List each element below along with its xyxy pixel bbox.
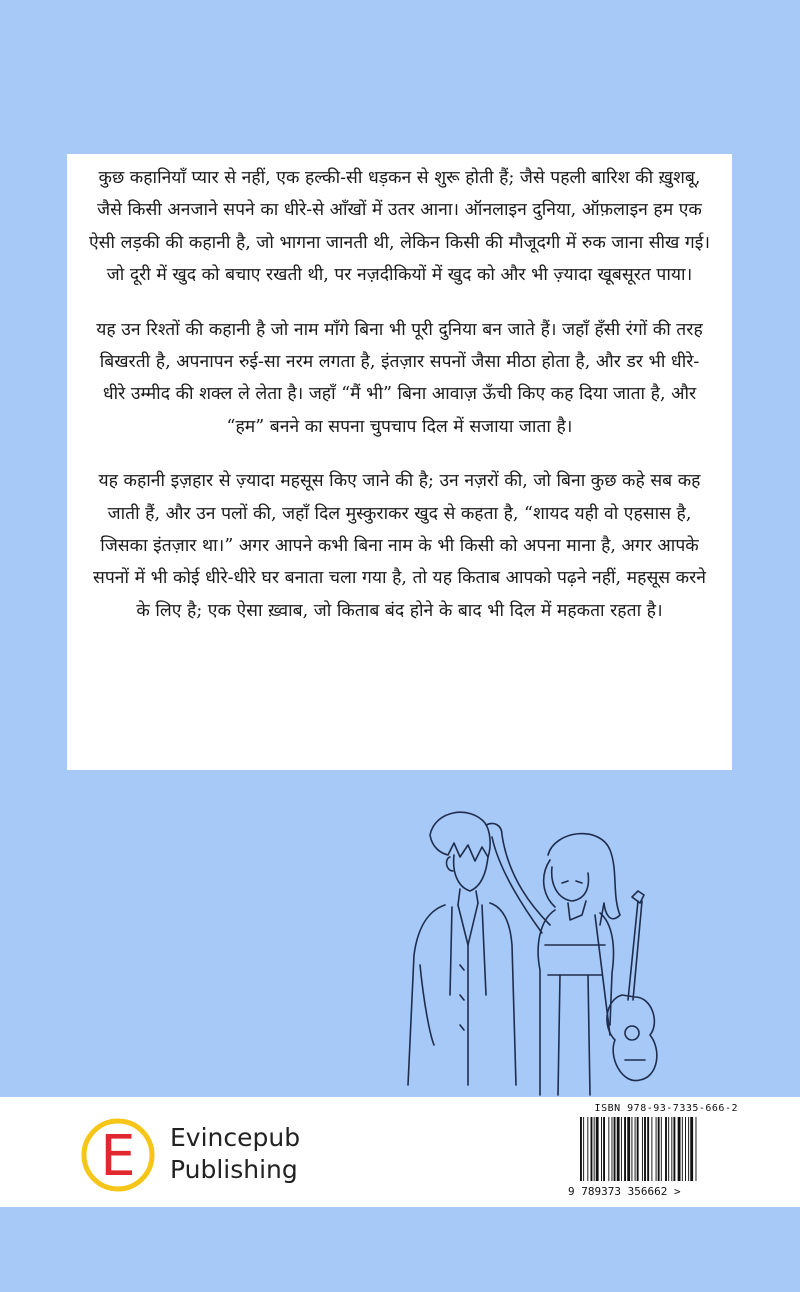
blurb-paragraph-2: यह उन रिश्तों की कहानी है जो नाम माँगे बिना भी पूरी दुनिया बन जाते हैं। जहाँ हँसी रंगों की तरह बिखरती है, अपनापन रुई-सा नरम लगता है, इंतज़ार सपनों जैसा मीठा होता है, और डर भी धीरे-धीरे उम्मीद की शक्ल ले लेता है। जहाँ “मैं भी” बिना आवाज़ ऊँची किए कह दिया जाता है, और “हम” बनने का सपना चुपचाप दिल में सजाया जाता है।: [96, 319, 703, 437]
publisher-name-line1: Evincepub: [170, 1123, 301, 1152]
logo-letter: E: [100, 1124, 136, 1189]
footer-band: [0, 1097, 800, 1207]
evincepub-logo-icon: [80, 1115, 160, 1195]
blurb-paragraph-1: कुछ कहानियाँ प्यार से नहीं, एक हल्की-सी धड़कन से शुरू होती हैं; जैसे पहली बारिश की ख़ुशबू, जैसे किसी अनजाने सपने का धीरे-से आँखों में उतर आना। ऑनलाइन दुनिया, ऑफ़लाइन हम एक ऐसी लड़की की कहानी है, जो भागना जानती थी, लेकिन किसी की मौजूदगी में रुक जाना सीख गई। जो दूरी में खुद को बचाए रखती थी, पर नज़दीकियों में खुद को और भी ज़्यादा खूबसूरत पाया।: [89, 168, 711, 286]
couple-with-guitar-line-art-icon: [390, 795, 690, 1100]
publisher-name-line2: Publishing: [170, 1155, 298, 1184]
publisher-logo: [80, 1115, 320, 1195]
isbn-barcode: [568, 1103, 738, 1201]
blurb-paragraph-3: यह कहानी इज़हार से ज़्यादा महसूस किए जाने की है; उन नज़रों की, जो बिना कुछ कहे सब कह जाती हैं, और उन पलों की, जहाँ दिल मुस्कुराकर खुद से कहता है, “शायद यही वो एहसास है, जिसका इंतज़ार था।” अगर आपने कभी बिना नाम के भी किसी को अपना माना है, अगर आपके सपनों में भी कोई धीरे-धीरे घर बनाता चला गया है, तो यह किताब आपको पढ़ने नहीं, महसूस करने के लिए है; एक ऐसा ख़्वाब, जो किताब बंद होने के बाद भी दिल में महकता रहता है।: [93, 471, 706, 621]
barcode-digits: 9 789373 356662 >: [568, 1185, 681, 1198]
isbn-label: ISBN 978-93-7335-666-2: [594, 1103, 738, 1114]
blurb-box: [67, 154, 732, 770]
barcode-bars: [568, 1117, 738, 1185]
